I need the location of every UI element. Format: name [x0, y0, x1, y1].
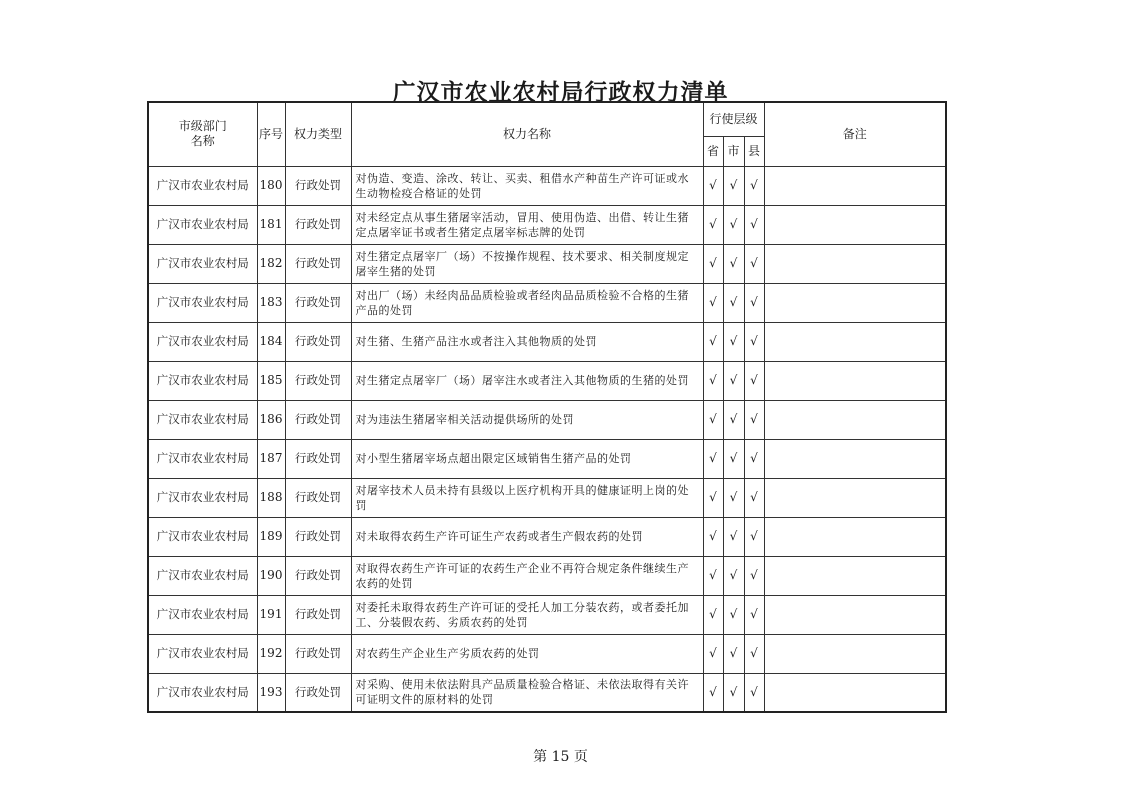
- level-city-cell: √: [723, 166, 744, 205]
- table-row: [148, 595, 946, 634]
- level-province-cell: √: [703, 595, 723, 634]
- level-county-cell: √: [744, 322, 764, 361]
- level-province-cell: √: [703, 673, 723, 712]
- level-city-cell: √: [723, 400, 744, 439]
- dept-cell: 广汉市农业农村局: [148, 322, 257, 361]
- remark-cell: [764, 322, 946, 361]
- level-city-cell: √: [723, 361, 744, 400]
- level-province-cell: √: [703, 400, 723, 439]
- table-row: [148, 634, 946, 673]
- seq-cell: 185: [257, 361, 285, 400]
- level-province-cell: √: [703, 517, 723, 556]
- remark-cell: [764, 205, 946, 244]
- power-name-cell: 对未经定点从事生猪屠宰活动，冒用、使用伪造、出借、转让生猪定点屠宰证书或者生猪定点屠宰标志牌的处罚: [351, 205, 703, 244]
- table-row: [148, 322, 946, 361]
- header-type: 权力类型: [285, 102, 351, 166]
- power-list-table: [147, 101, 947, 713]
- seq-cell: 183: [257, 283, 285, 322]
- type-cell: 行政处罚: [285, 556, 351, 595]
- dept-cell: 广汉市农业农村局: [148, 361, 257, 400]
- dept-cell: 广汉市农业农村局: [148, 517, 257, 556]
- level-county-cell: √: [744, 556, 764, 595]
- level-city-cell: √: [723, 244, 744, 283]
- power-name-cell: 对取得农药生产许可证的农药生产企业不再符合规定条件继续生产农药的处罚: [351, 556, 703, 595]
- page-number: 第 15 页: [533, 749, 588, 765]
- table-row: [148, 517, 946, 556]
- dept-cell: 广汉市农业农村局: [148, 595, 257, 634]
- header-seq: 序号: [257, 102, 285, 166]
- level-city-cell: √: [723, 595, 744, 634]
- level-province-cell: √: [703, 361, 723, 400]
- power-name-cell: 对屠宰技术人员未持有县级以上医疗机构开具的健康证明上岗的处罚: [351, 478, 703, 517]
- seq-cell: 189: [257, 517, 285, 556]
- dept-cell: 广汉市农业农村局: [148, 673, 257, 712]
- level-province-cell: √: [703, 244, 723, 283]
- dept-cell: 广汉市农业农村局: [148, 283, 257, 322]
- table-row: [148, 556, 946, 595]
- dept-cell: 广汉市农业农村局: [148, 634, 257, 673]
- seq-cell: 192: [257, 634, 285, 673]
- level-county-cell: √: [744, 205, 764, 244]
- dept-cell: 广汉市农业农村局: [148, 205, 257, 244]
- level-city-cell: √: [723, 517, 744, 556]
- remark-cell: [764, 517, 946, 556]
- remark-cell: [764, 400, 946, 439]
- level-county-cell: √: [744, 244, 764, 283]
- dept-cell: 广汉市农业农村局: [148, 439, 257, 478]
- power-name-cell: 对生猪、生猪产品注水或者注入其他物质的处罚: [351, 322, 703, 361]
- header-level-city: 市: [723, 136, 744, 166]
- seq-cell: 186: [257, 400, 285, 439]
- power-name-cell: 对委托未取得农药生产许可证的受托人加工分装农药，或者委托加工、分装假农药、劣质农药的处罚: [351, 595, 703, 634]
- table-row: [148, 283, 946, 322]
- header-level-county: 县: [744, 136, 764, 166]
- header-remarks: 备注: [764, 102, 946, 166]
- level-county-cell: √: [744, 439, 764, 478]
- level-city-cell: √: [723, 673, 744, 712]
- level-county-cell: √: [744, 478, 764, 517]
- remark-cell: [764, 361, 946, 400]
- level-province-cell: √: [703, 322, 723, 361]
- table-row: [148, 205, 946, 244]
- power-name-cell: 对未取得农药生产许可证生产农药或者生产假农药的处罚: [351, 517, 703, 556]
- table-row: [148, 244, 946, 283]
- type-cell: 行政处罚: [285, 166, 351, 205]
- level-province-cell: √: [703, 478, 723, 517]
- level-county-cell: √: [744, 517, 764, 556]
- table-row: [148, 166, 946, 205]
- header-name: 权力名称: [351, 102, 703, 166]
- level-county-cell: √: [744, 673, 764, 712]
- seq-cell: 191: [257, 595, 285, 634]
- level-county-cell: √: [744, 166, 764, 205]
- level-city-cell: √: [723, 478, 744, 517]
- type-cell: 行政处罚: [285, 478, 351, 517]
- seq-cell: 187: [257, 439, 285, 478]
- remark-cell: [764, 166, 946, 205]
- type-cell: 行政处罚: [285, 244, 351, 283]
- type-cell: 行政处罚: [285, 673, 351, 712]
- seq-cell: 180: [257, 166, 285, 205]
- remark-cell: [764, 244, 946, 283]
- level-county-cell: √: [744, 595, 764, 634]
- header-level-province: 省: [703, 136, 723, 166]
- type-cell: 行政处罚: [285, 517, 351, 556]
- level-city-cell: √: [723, 283, 744, 322]
- power-name-cell: 对农药生产企业生产劣质农药的处罚: [351, 634, 703, 673]
- level-county-cell: √: [744, 634, 764, 673]
- type-cell: 行政处罚: [285, 439, 351, 478]
- table-row: [148, 361, 946, 400]
- remark-cell: [764, 478, 946, 517]
- dept-cell: 广汉市农业农村局: [148, 556, 257, 595]
- level-province-cell: √: [703, 166, 723, 205]
- seq-cell: 190: [257, 556, 285, 595]
- table-row: [148, 673, 946, 712]
- type-cell: 行政处罚: [285, 400, 351, 439]
- dept-cell: 广汉市农业农村局: [148, 400, 257, 439]
- power-name-cell: 对小型生猪屠宰场点超出限定区域销售生猪产品的处罚: [351, 439, 703, 478]
- type-cell: 行政处罚: [285, 595, 351, 634]
- level-city-cell: √: [723, 322, 744, 361]
- dept-cell: 广汉市农业农村局: [148, 166, 257, 205]
- level-county-cell: √: [744, 283, 764, 322]
- header-level: 行使层级: [703, 102, 764, 136]
- power-name-cell: 对生猪定点屠宰厂（场）不按操作规程、技术要求、相关制度规定屠宰生猪的处罚: [351, 244, 703, 283]
- seq-cell: 188: [257, 478, 285, 517]
- remark-cell: [764, 556, 946, 595]
- power-name-cell: 对出厂（场）未经肉品品质检验或者经肉品品质检验不合格的生猪产品的处罚: [351, 283, 703, 322]
- level-province-cell: √: [703, 205, 723, 244]
- level-county-cell: √: [744, 400, 764, 439]
- remark-cell: [764, 283, 946, 322]
- remark-cell: [764, 673, 946, 712]
- remark-cell: [764, 634, 946, 673]
- remark-cell: [764, 439, 946, 478]
- seq-cell: 182: [257, 244, 285, 283]
- remark-cell: [764, 595, 946, 634]
- type-cell: 行政处罚: [285, 283, 351, 322]
- type-cell: 行政处罚: [285, 322, 351, 361]
- power-name-cell: 对生猪定点屠宰厂（场）屠宰注水或者注入其他物质的生猪的处罚: [351, 361, 703, 400]
- level-province-cell: √: [703, 439, 723, 478]
- seq-cell: 181: [257, 205, 285, 244]
- table-row: [148, 400, 946, 439]
- level-province-cell: √: [703, 283, 723, 322]
- dept-cell: 广汉市农业农村局: [148, 478, 257, 517]
- level-city-cell: √: [723, 439, 744, 478]
- type-cell: 行政处罚: [285, 361, 351, 400]
- power-name-cell: 对采购、使用未依法附具产品质量检验合格证、未依法取得有关许可证明文件的原材料的处罚: [351, 673, 703, 712]
- header-dept: 市级部门名称: [148, 102, 257, 166]
- power-name-cell: 对为违法生猪屠宰相关活动提供场所的处罚: [351, 400, 703, 439]
- table-row: [148, 478, 946, 517]
- table-row: [148, 439, 946, 478]
- seq-cell: 193: [257, 673, 285, 712]
- level-county-cell: √: [744, 361, 764, 400]
- level-province-cell: √: [703, 556, 723, 595]
- power-name-cell: 对伪造、变造、涂改、转让、买卖、租借水产种苗生产许可证或水生动物检疫合格证的处罚: [351, 166, 703, 205]
- seq-cell: 184: [257, 322, 285, 361]
- type-cell: 行政处罚: [285, 634, 351, 673]
- level-city-cell: √: [723, 556, 744, 595]
- level-city-cell: √: [723, 205, 744, 244]
- level-city-cell: √: [723, 634, 744, 673]
- dept-cell: 广汉市农业农村局: [148, 244, 257, 283]
- level-province-cell: √: [703, 634, 723, 673]
- type-cell: 行政处罚: [285, 205, 351, 244]
- page-title: 广汉市农业农村局行政权力清单: [392, 79, 729, 106]
